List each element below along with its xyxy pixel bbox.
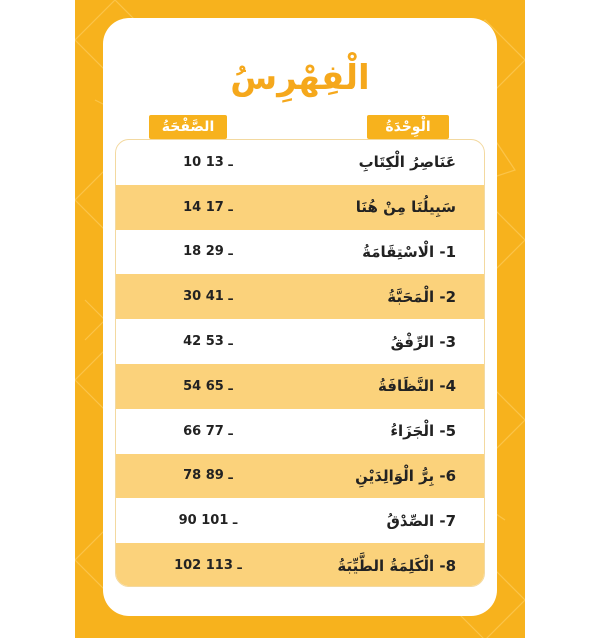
table-row (116, 185, 484, 230)
page-range: 66 ـ 77 (183, 423, 233, 439)
unit-name: 2- الْمَحَبَّةُ (387, 287, 456, 306)
unit-name: 3- الرِّفْقُ (390, 332, 456, 351)
table-row (116, 364, 484, 409)
unit-name: 8- الْكَلِمَةُ الطَّيِّبَةُ (337, 556, 456, 575)
page-title: الْفِهْرِسُ (230, 58, 370, 98)
page-range: 18 ـ 29 (183, 244, 233, 260)
unit-name: 6- بِرُّ الْوَالِدَيْنِ (355, 466, 456, 485)
unit-name: 7- الصِّدْقُ (386, 511, 456, 530)
page-range: 14 ـ 17 (183, 199, 233, 215)
table-row (116, 140, 484, 185)
page-range: 102 ـ 113 (174, 558, 242, 574)
page-column-header: الصَّفْحَةُ (149, 115, 227, 139)
page-range: 90 ـ 101 (178, 513, 238, 529)
contents-table (115, 139, 485, 587)
table-row (116, 543, 484, 587)
table-row (116, 230, 484, 275)
content-card (103, 18, 497, 616)
page-range: 30 ـ 41 (183, 289, 233, 305)
page-range: 10 ـ 13 (183, 154, 233, 170)
page-range: 54 ـ 65 (183, 378, 233, 394)
unit-name: سَبِيلُنَا مِنْ هُنَا (355, 198, 456, 217)
unit-name: 4- النَّظَافَةُ (378, 377, 456, 396)
unit-column-header: الْوِحْدَةُ (367, 115, 449, 139)
table-row (116, 498, 484, 543)
page-frame (75, 0, 525, 638)
page-range: 78 ـ 89 (183, 468, 233, 484)
table-row (116, 274, 484, 319)
table-row (116, 409, 484, 454)
table-row (116, 454, 484, 499)
unit-name: 1- الْاسْتِقَامَةُ (362, 242, 456, 261)
page-range: 42 ـ 53 (183, 334, 233, 350)
unit-name: عَنَاصِرُ الْكِتَابِ (358, 153, 456, 172)
table-row (116, 319, 484, 364)
unit-name: 5- الْجَزَاءُ (390, 422, 456, 441)
